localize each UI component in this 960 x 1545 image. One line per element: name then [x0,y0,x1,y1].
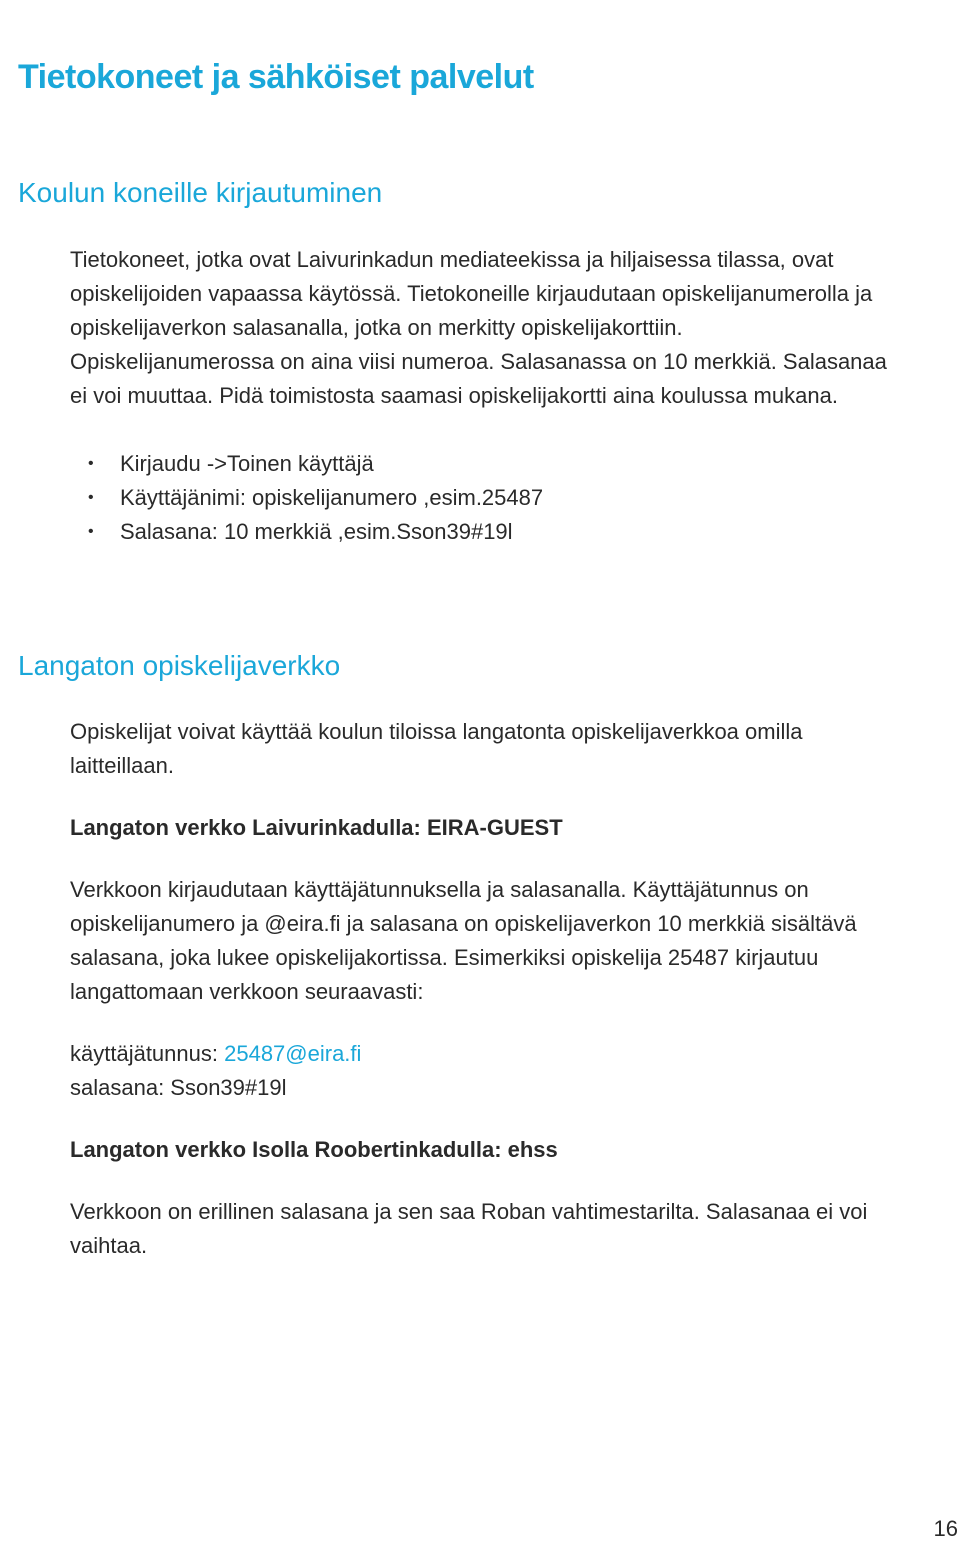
bullet-icon: • [88,489,94,506]
username-line [70,1037,890,1071]
login-steps-list [70,447,543,549]
wifi-intro-paragraph: Opiskelijat voivat käyttää koulun tiloissa langatonta opiskelijaverkkoa omilla laitteillaan. [70,719,803,778]
page-title: Tietokoneet ja sähköiset palvelut [18,58,534,96]
example-credentials [70,1037,890,1105]
page-number: 16 [933,1516,958,1541]
section-heading-wifi: Langaton opiskelijaverkko [18,650,341,681]
password-line: salasana: Sson39#19l [70,1075,287,1100]
list-item-text: Kirjaudu ->Toinen käyttäjä [120,451,374,476]
eira-network-paragraph: Verkkoon kirjaudutaan käyttäjätunnuksella ja salasanalla. Käyttäjätunnus on opiskelijanumero ja @eira.fi ja salasana on opiskelijaverkon 10 merkkiä sisältävä salasana, joka lukee opiskelijakortissa. Esimerkiksi opiskelija 25487 kirjautuu langattomaan verkkoon seuraavasti: [70,877,857,1004]
eira-network-heading: Langaton verkko Laivurinkadulla: EIRA-GUEST [70,815,563,840]
list-item-text: Käyttäjänimi: opiskelijanumero ,esim.25487 [120,485,544,510]
ehss-network-heading: Langaton verkko Isolla Roobertinkadulla: ehss [70,1137,558,1162]
list-item [70,515,543,549]
list-item-text: Salasana: 10 merkkiä ,esim.Sson39#19l [120,519,513,544]
list-item [70,447,543,481]
username-label: käyttäjätunnus: [70,1041,225,1066]
section-heading-login: Koulun koneille kirjautuminen [18,177,383,208]
ehss-network-paragraph: Verkkoon on erillinen salasana ja sen saa Roban vahtimestarilta. Salasanaa ei voi vaihtaa. [70,1199,868,1258]
bullet-icon: • [88,523,94,540]
list-item [70,481,543,515]
login-paragraph: Tietokoneet, jotka ovat Laivurinkadun mediateekissa ja hiljaisessa tilassa, ovat opiskelijoiden vapaassa käytössä. Tietokoneille kirjaudutaan opiskelijanumerolla ja opiskelijaverkon salasanalla, jotka on merkitty opiskelijakorttiin. Opiskelijanumerossa on aina viisi numeroa. Salasanassa on 10 merkkiä. Salasanaa ei voi muuttaa. Pidä toimistosta saamasi opiskelijakortti aina koulussa mukana. [70,247,887,408]
bullet-icon: • [88,455,94,472]
username-email-link[interactable]: 25487@eira.fi [224,1041,362,1066]
